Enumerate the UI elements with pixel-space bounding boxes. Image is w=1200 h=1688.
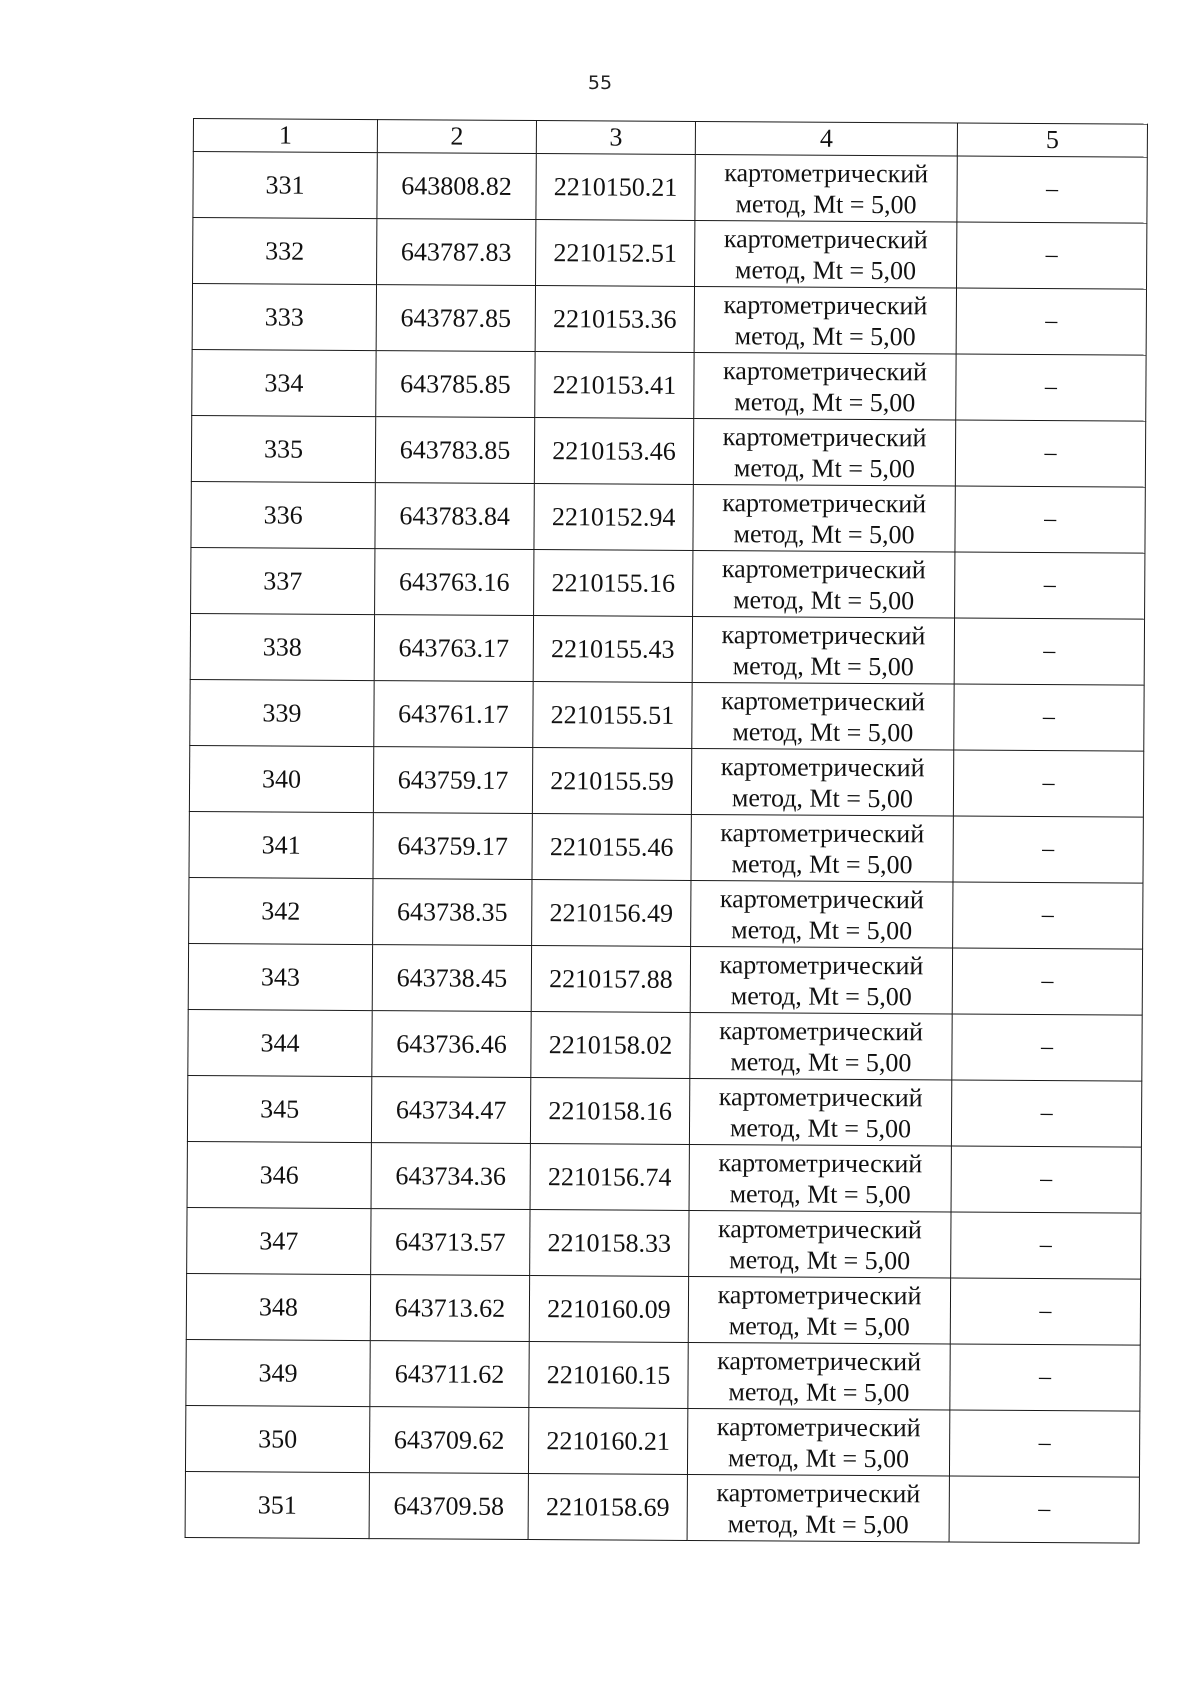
coordinate-y: 2210152.51 bbox=[536, 220, 695, 287]
note-cell: – bbox=[952, 1014, 1142, 1081]
table-row bbox=[191, 481, 1145, 553]
method-line-2: метод, Mt = 5,00 bbox=[730, 1046, 912, 1077]
coordinate-y: 2210155.43 bbox=[533, 616, 692, 683]
method-line-1: картометрический bbox=[724, 157, 929, 188]
point-number: 331 bbox=[193, 152, 377, 219]
table-row bbox=[188, 1009, 1142, 1081]
point-number: 337 bbox=[191, 547, 375, 614]
method-line-2: метод, Mt = 5,00 bbox=[731, 848, 913, 879]
coordinate-x: 643761.17 bbox=[374, 681, 533, 748]
coordinate-x: 643763.17 bbox=[374, 615, 533, 682]
table-row bbox=[189, 877, 1143, 949]
point-number: 341 bbox=[189, 811, 373, 878]
method-line-2: метод, Mt = 5,00 bbox=[729, 1178, 911, 1209]
table-row bbox=[190, 613, 1144, 685]
coordinate-x: 643763.16 bbox=[375, 549, 534, 616]
coordinate-x: 643734.36 bbox=[371, 1143, 530, 1210]
coordinate-x: 643738.35 bbox=[373, 879, 532, 946]
method-cell bbox=[687, 1408, 949, 1476]
note-cell: – bbox=[956, 288, 1146, 355]
table-row bbox=[190, 679, 1144, 751]
point-number: 338 bbox=[190, 613, 374, 680]
method-line-1: картометрический bbox=[721, 553, 926, 584]
method-line-1: картометрический bbox=[717, 1213, 922, 1244]
point-number: 350 bbox=[185, 1405, 369, 1472]
method-cell bbox=[695, 154, 957, 222]
table-row bbox=[193, 152, 1147, 224]
method-cell bbox=[694, 352, 956, 420]
coordinate-y: 2210157.88 bbox=[531, 946, 690, 1013]
method-line-1: картометрический bbox=[721, 619, 926, 650]
coordinate-y: 2210158.69 bbox=[528, 1474, 687, 1541]
method-cell bbox=[690, 1012, 952, 1080]
note-cell: – bbox=[953, 882, 1143, 949]
method-line-2: метод, Mt = 5,00 bbox=[727, 1442, 910, 1473]
method-line-1: картометрический bbox=[723, 223, 928, 254]
point-number: 335 bbox=[191, 415, 375, 482]
coordinate-y: 2210152.94 bbox=[534, 484, 693, 551]
note-cell: – bbox=[955, 420, 1145, 487]
table-row bbox=[191, 547, 1145, 619]
coordinate-y: 2210155.16 bbox=[534, 550, 693, 617]
method-cell bbox=[693, 484, 955, 552]
coordinate-x: 643785.85 bbox=[376, 351, 535, 418]
page-number: 55 bbox=[587, 72, 613, 94]
coordinate-y: 2210156.74 bbox=[530, 1144, 689, 1211]
table-row bbox=[192, 284, 1146, 356]
point-number: 346 bbox=[187, 1141, 371, 1208]
coordinate-x: 643808.82 bbox=[377, 153, 536, 220]
point-number: 334 bbox=[192, 349, 376, 416]
table-row bbox=[187, 1075, 1141, 1147]
table-row bbox=[187, 1141, 1141, 1213]
coordinate-y: 2210160.15 bbox=[529, 1342, 688, 1409]
table-row bbox=[186, 1339, 1140, 1411]
point-number: 348 bbox=[186, 1273, 370, 1340]
coordinate-x: 643713.62 bbox=[370, 1275, 529, 1342]
coordinate-x: 643783.85 bbox=[375, 417, 534, 484]
point-number: 336 bbox=[191, 481, 375, 548]
note-cell: – bbox=[951, 1212, 1141, 1279]
method-cell bbox=[693, 418, 955, 486]
coordinate-x: 643738.45 bbox=[372, 945, 531, 1012]
coordinate-y: 2210150.21 bbox=[536, 154, 695, 221]
coordinate-y: 2210158.02 bbox=[531, 1012, 690, 1079]
coordinate-y: 2210160.21 bbox=[528, 1408, 687, 1475]
point-number: 351 bbox=[185, 1471, 369, 1538]
method-line-1: картометрический bbox=[723, 355, 928, 386]
method-line-2: метод, Mt = 5,00 bbox=[730, 980, 912, 1011]
point-number: 340 bbox=[189, 745, 373, 812]
method-line-1: картометрический bbox=[719, 883, 924, 914]
header-col-4: 4 bbox=[695, 121, 957, 156]
method-line-1: картометрический bbox=[718, 1147, 923, 1178]
method-line-1: картометрический bbox=[721, 685, 926, 716]
method-cell bbox=[690, 946, 952, 1014]
method-cell bbox=[688, 1342, 950, 1410]
method-line-2: метод, Mt = 5,00 bbox=[729, 1112, 912, 1143]
header-col-5: 5 bbox=[957, 123, 1147, 157]
table-row bbox=[192, 349, 1146, 421]
method-cell bbox=[691, 814, 953, 882]
point-number: 347 bbox=[187, 1207, 371, 1274]
method-cell bbox=[694, 286, 956, 354]
table-row bbox=[187, 1207, 1141, 1279]
table-row bbox=[188, 943, 1142, 1015]
point-number: 342 bbox=[189, 877, 373, 944]
header-col-1: 1 bbox=[193, 119, 377, 153]
header-col-2: 2 bbox=[377, 120, 536, 154]
method-line-2: метод, Mt = 5,00 bbox=[735, 188, 917, 219]
method-line-1: картометрический bbox=[718, 1081, 923, 1112]
coordinate-y: 2210153.36 bbox=[535, 286, 694, 353]
method-cell bbox=[691, 880, 953, 948]
coordinate-x: 643713.57 bbox=[371, 1209, 530, 1276]
coordinate-y: 2210155.51 bbox=[533, 682, 692, 749]
method-line-2: метод, Mt = 5,00 bbox=[728, 1310, 910, 1341]
point-number: 345 bbox=[187, 1075, 371, 1142]
method-line-1: картометрический bbox=[719, 1015, 924, 1046]
table-row bbox=[186, 1273, 1140, 1345]
coordinate-x: 643759.17 bbox=[373, 813, 532, 880]
note-cell: – bbox=[954, 618, 1144, 685]
coordinates-table bbox=[185, 118, 1148, 1544]
note-cell: – bbox=[949, 1476, 1139, 1543]
coordinate-x: 643787.85 bbox=[376, 285, 535, 352]
point-number: 343 bbox=[188, 943, 372, 1010]
coordinate-x: 643711.62 bbox=[370, 1341, 529, 1408]
note-cell: – bbox=[956, 354, 1146, 421]
method-line-1: картометрический bbox=[717, 1345, 922, 1376]
method-line-1: картометрический bbox=[719, 949, 924, 980]
coordinate-x: 643759.17 bbox=[373, 747, 532, 814]
method-line-2: метод, Mt = 5,00 bbox=[729, 1244, 911, 1275]
table-body bbox=[185, 152, 1147, 1544]
note-cell: – bbox=[950, 1278, 1140, 1345]
point-number: 332 bbox=[193, 218, 377, 285]
coordinate-y: 2210158.33 bbox=[530, 1210, 689, 1277]
method-cell bbox=[695, 220, 957, 288]
note-cell: – bbox=[951, 1080, 1141, 1147]
coordinate-x: 643709.58 bbox=[369, 1473, 528, 1540]
method-line-1: картометрический bbox=[722, 421, 927, 452]
method-line-2: метод, Mt = 5,00 bbox=[734, 386, 916, 417]
coordinate-y: 2210155.59 bbox=[532, 748, 691, 815]
note-cell: – bbox=[957, 222, 1147, 289]
note-cell: – bbox=[954, 684, 1144, 751]
coordinate-y: 2210158.16 bbox=[530, 1078, 689, 1145]
method-line-2: метод, Mt = 5,00 bbox=[731, 914, 913, 945]
method-line-2: метод, Mt = 5,00 bbox=[728, 1376, 910, 1407]
method-line-2: метод, Mt = 5,00 bbox=[733, 452, 916, 483]
coordinate-x: 643734.47 bbox=[371, 1077, 530, 1144]
note-cell: – bbox=[955, 552, 1145, 619]
point-number: 333 bbox=[192, 284, 376, 351]
method-line-1: картометрический bbox=[720, 751, 925, 782]
method-cell bbox=[692, 682, 954, 750]
method-cell bbox=[689, 1210, 951, 1278]
coordinate-x: 643783.84 bbox=[375, 483, 534, 550]
coordinate-y: 2210160.09 bbox=[529, 1276, 688, 1343]
coordinate-y: 2210156.49 bbox=[532, 880, 691, 947]
method-line-2: метод, Mt = 5,00 bbox=[734, 320, 916, 351]
method-cell bbox=[693, 550, 955, 618]
table-row bbox=[193, 218, 1147, 290]
note-cell: – bbox=[953, 750, 1143, 817]
table-row bbox=[189, 745, 1143, 817]
coordinate-y: 2210155.46 bbox=[532, 814, 691, 881]
method-cell bbox=[689, 1078, 951, 1146]
coordinate-y: 2210153.41 bbox=[535, 352, 694, 419]
method-cell bbox=[688, 1276, 950, 1344]
method-line-1: картометрический bbox=[717, 1279, 922, 1310]
method-cell bbox=[691, 748, 953, 816]
method-cell bbox=[687, 1474, 949, 1542]
coordinate-y: 2210153.46 bbox=[534, 418, 693, 485]
coordinate-x: 643787.83 bbox=[377, 219, 536, 286]
method-line-2: метод, Mt = 5,00 bbox=[732, 650, 914, 681]
coordinate-x: 643736.46 bbox=[372, 1011, 531, 1078]
method-line-2: метод, Mt = 5,00 bbox=[733, 518, 915, 549]
point-number: 344 bbox=[188, 1009, 372, 1076]
note-cell: – bbox=[952, 948, 1142, 1015]
point-number: 339 bbox=[190, 679, 374, 746]
method-line-2: метод, Mt = 5,00 bbox=[731, 782, 914, 813]
table-row bbox=[189, 811, 1143, 883]
method-line-1: картометрический bbox=[722, 487, 927, 518]
method-line-1: картометрический bbox=[723, 289, 928, 320]
point-number: 349 bbox=[186, 1339, 370, 1406]
coordinate-x: 643709.62 bbox=[369, 1407, 528, 1474]
note-cell: – bbox=[953, 816, 1143, 883]
note-cell: – bbox=[951, 1146, 1141, 1213]
method-cell bbox=[689, 1144, 951, 1212]
method-line-1: картометрический bbox=[716, 1477, 921, 1508]
method-line-2: метод, Mt = 5,00 bbox=[727, 1508, 909, 1539]
table-row bbox=[185, 1471, 1139, 1543]
table-row bbox=[191, 415, 1145, 487]
note-cell: – bbox=[950, 1344, 1140, 1411]
method-line-2: метод, Mt = 5,00 bbox=[733, 584, 915, 615]
table-row bbox=[185, 1405, 1139, 1477]
method-line-1: картометрический bbox=[716, 1411, 921, 1442]
note-cell: – bbox=[955, 486, 1145, 553]
method-line-1: картометрический bbox=[720, 817, 925, 848]
note-cell: – bbox=[957, 156, 1147, 223]
header-col-3: 3 bbox=[536, 121, 695, 155]
note-cell: – bbox=[949, 1410, 1139, 1477]
method-cell bbox=[692, 616, 954, 684]
method-line-2: метод, Mt = 5,00 bbox=[732, 716, 914, 747]
method-line-2: метод, Mt = 5,00 bbox=[735, 254, 917, 285]
